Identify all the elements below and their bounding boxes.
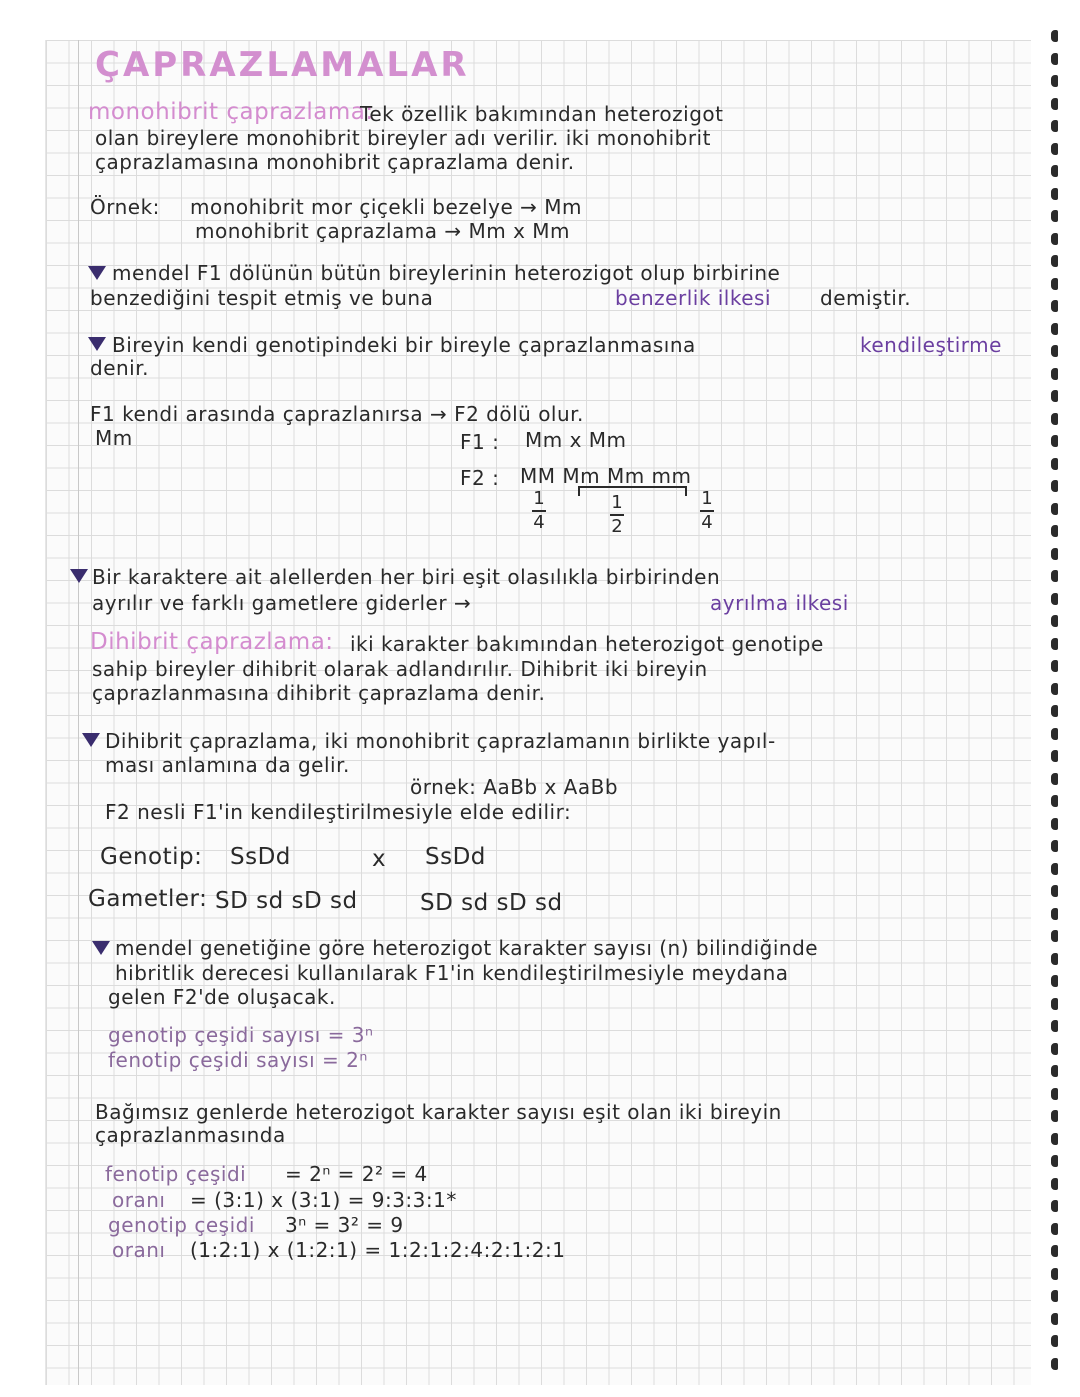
selfing-term: kendileştirme (860, 333, 1002, 357)
phenotype-ratio-label: oranı (112, 1188, 166, 1212)
binding-ring (1051, 728, 1058, 740)
triangle-marker-icon (82, 733, 100, 747)
genotype-ratio-label: oranı (112, 1238, 166, 1262)
dihybrid-term: Dihibrit çaprazlama: (90, 629, 334, 655)
selfing-definition-line1: Bireyin kendi genotipindeki bir bireyle çaprazlanmasına (112, 333, 696, 357)
binding-ring (1051, 300, 1058, 312)
spiral-binding (1032, 30, 1072, 1390)
genotype-variety-value: 3ⁿ = 3² = 9 (285, 1213, 404, 1237)
page-title: ÇAPRAZLAMALAR (95, 45, 470, 85)
f1-cross-statement: F1 kendi arasında çaprazlanırsa → F2 dölü olur. (90, 402, 584, 426)
dihybrid-note-line2: ması anlamına da gelir. (105, 753, 350, 777)
genotype-variety-label: genotip çeşidi (108, 1213, 255, 1237)
mendel-rule-line2: hibritlik derecesi kullanılarak F1'in kendileştirilmesiyle meydana (115, 961, 789, 985)
f1-label: F1 : (460, 430, 500, 454)
gametes-left: SD sd sD sd (215, 888, 358, 914)
binding-ring (1051, 593, 1058, 605)
binding-ring (1051, 773, 1058, 785)
binding-ring (1051, 1088, 1058, 1100)
genotype-label: Genotip: (100, 844, 203, 870)
binding-ring (1051, 1335, 1058, 1347)
binding-ring (1051, 53, 1058, 65)
heterozygote-bracket (578, 486, 687, 496)
f2-label: F2 : (460, 466, 500, 490)
binding-ring (1051, 165, 1058, 177)
mendel-rule-line3: gelen F2'de oluşacak. (108, 985, 336, 1009)
genotype-left: SsDd (230, 844, 291, 870)
monohybrid-definition-line1: Tek özellik bakımından heterozigot (360, 102, 724, 126)
binding-ring (1051, 1043, 1058, 1055)
dihybrid-example: örnek: AaBb x AaBb (410, 775, 619, 799)
monohybrid-definition-line3: çaprazlamasına monohibrit çaprazlama denir. (95, 150, 575, 174)
f1-cross: Mm x Mm (525, 428, 627, 452)
triangle-marker-icon (88, 266, 106, 280)
binding-ring (1051, 1200, 1058, 1212)
binding-ring (1051, 683, 1058, 695)
binding-ring (1051, 75, 1058, 87)
triangle-marker-icon (70, 569, 88, 583)
f2-generation-statement: F2 nesli F1'in kendileştirilmesiyle elde edilir: (105, 800, 572, 824)
binding-ring (1051, 458, 1058, 470)
binding-ring (1051, 1020, 1058, 1032)
binding-ring (1051, 278, 1058, 290)
selfing-definition-line2: denir. (90, 356, 149, 380)
binding-ring (1051, 143, 1058, 155)
independent-genes-line2: çaprazlanmasında (95, 1123, 286, 1147)
margin-line (78, 40, 79, 1385)
example-label: Örnek: (90, 195, 160, 219)
binding-ring (1051, 570, 1058, 582)
binding-ring (1051, 323, 1058, 335)
binding-ring (1051, 480, 1058, 492)
similarity-demistir: demiştir. (820, 286, 912, 310)
binding-ring (1051, 368, 1058, 380)
independent-genes-line1: Bağımsız genlerde heterozigot karakter sayısı eşit olan iki bireyin (95, 1100, 782, 1124)
monohybrid-definition-line2: olan bireylere monohibrit bireyler adı verilir. iki monohibrit (95, 126, 711, 150)
binding-ring (1051, 345, 1058, 357)
binding-ring (1051, 930, 1058, 942)
mendel-similarity-line1: mendel F1 dölünün bütün bireylerinin heterozigot olup birbirine (112, 261, 781, 285)
mendel-similarity-line2: benzediğini tespit etmiş ve buna (90, 286, 434, 310)
binding-ring (1051, 188, 1058, 200)
binding-ring (1051, 435, 1058, 447)
binding-ring (1051, 750, 1058, 762)
binding-ring (1051, 660, 1058, 672)
segregation-line2: ayrılır ve farklı gametlere giderler → (92, 591, 472, 615)
binding-ring (1051, 525, 1058, 537)
gametes-label: Gametler: (88, 886, 208, 912)
binding-ring (1051, 1223, 1058, 1235)
genotype-ratio-value: (1:2:1) x (1:2:1) = 1:2:1:2:4:2:1:2:1 (190, 1238, 566, 1262)
monohybrid-term: monohibrit çaprazlama: (88, 99, 374, 125)
phenotype-variety-formula: fenotip çeşidi sayısı = 2ⁿ (108, 1048, 368, 1072)
dihybrid-definition-line2: sahip bireyler dihibrit olarak adlandırılır. Dihibrit iki bireyin (92, 657, 708, 681)
binding-ring (1051, 233, 1058, 245)
segregation-line1: Bir karaktere ait alellerden her biri eşit olasılıkla birbirinden (92, 565, 721, 589)
binding-ring (1051, 255, 1058, 267)
binding-ring (1051, 503, 1058, 515)
binding-ring (1051, 1313, 1058, 1325)
binding-ring (1051, 413, 1058, 425)
binding-ring (1051, 1110, 1058, 1122)
binding-ring (1051, 638, 1058, 650)
binding-ring (1051, 908, 1058, 920)
binding-ring (1051, 1358, 1058, 1370)
fraction-heterozygous: 1 2 (611, 492, 623, 537)
binding-ring (1051, 30, 1058, 42)
binding-ring (1051, 390, 1058, 402)
binding-ring (1051, 1268, 1058, 1280)
genotype-cross-x: x (372, 846, 387, 872)
phenotype-ratio-value: = (3:1) x (3:1) = 9:3:3:1* (190, 1188, 457, 1212)
binding-ring (1051, 885, 1058, 897)
binding-ring (1051, 1245, 1058, 1257)
phenotype-variety-label: fenotip çeşidi (105, 1162, 247, 1186)
binding-ring (1051, 615, 1058, 627)
binding-ring (1051, 120, 1058, 132)
binding-ring (1051, 1155, 1058, 1167)
binding-ring (1051, 953, 1058, 965)
binding-ring (1051, 795, 1058, 807)
mendel-rule-line1: mendel genetiğine göre heterozigot karakter sayısı (n) bilindiğinde (115, 936, 819, 960)
binding-ring (1051, 818, 1058, 830)
binding-ring (1051, 705, 1058, 717)
fraction-MM: 1 4 (701, 488, 713, 533)
fraction-mm: 1 4 (533, 488, 545, 533)
binding-ring (1051, 998, 1058, 1010)
binding-ring (1051, 1290, 1058, 1302)
binding-ring (1051, 1065, 1058, 1077)
phenotype-variety-value: = 2ⁿ = 2² = 4 (285, 1162, 428, 1186)
dihybrid-definition-line1: iki karakter bakımından heterozigot genotipe (350, 632, 824, 656)
dihybrid-definition-line3: çaprazlanmasına dihibrit çaprazlama denir. (92, 681, 546, 705)
dihybrid-note-line1: Dihibrit çaprazlama, iki monohibrit çaprazlamanın birlikte yapıl- (105, 729, 776, 753)
similarity-principle-term: benzerlik ilkesi (615, 286, 772, 310)
binding-ring (1051, 1178, 1058, 1190)
triangle-marker-icon (88, 337, 106, 351)
genotype-variety-formula: genotip çeşidi sayısı = 3ⁿ (108, 1023, 374, 1047)
binding-ring (1051, 1133, 1058, 1145)
f1-genotype-left: Mm (95, 426, 133, 450)
binding-ring (1051, 840, 1058, 852)
triangle-marker-icon (92, 941, 110, 955)
binding-ring (1051, 548, 1058, 560)
segregation-principle-term: ayrılma ilkesi (710, 591, 849, 615)
example-monohybrid-line1: monohibrit mor çiçekli bezelye → Mm (190, 195, 582, 219)
binding-ring (1051, 863, 1058, 875)
gametes-right: SD sd sD sd (420, 890, 563, 916)
f2-genotypes: MM Mm Mm mm (520, 464, 692, 488)
example-monohybrid-line2: monohibrit çaprazlama → Mm x Mm (195, 219, 571, 243)
binding-ring (1051, 210, 1058, 222)
genotype-right: SsDd (425, 844, 486, 870)
binding-ring (1051, 98, 1058, 110)
binding-ring (1051, 975, 1058, 987)
